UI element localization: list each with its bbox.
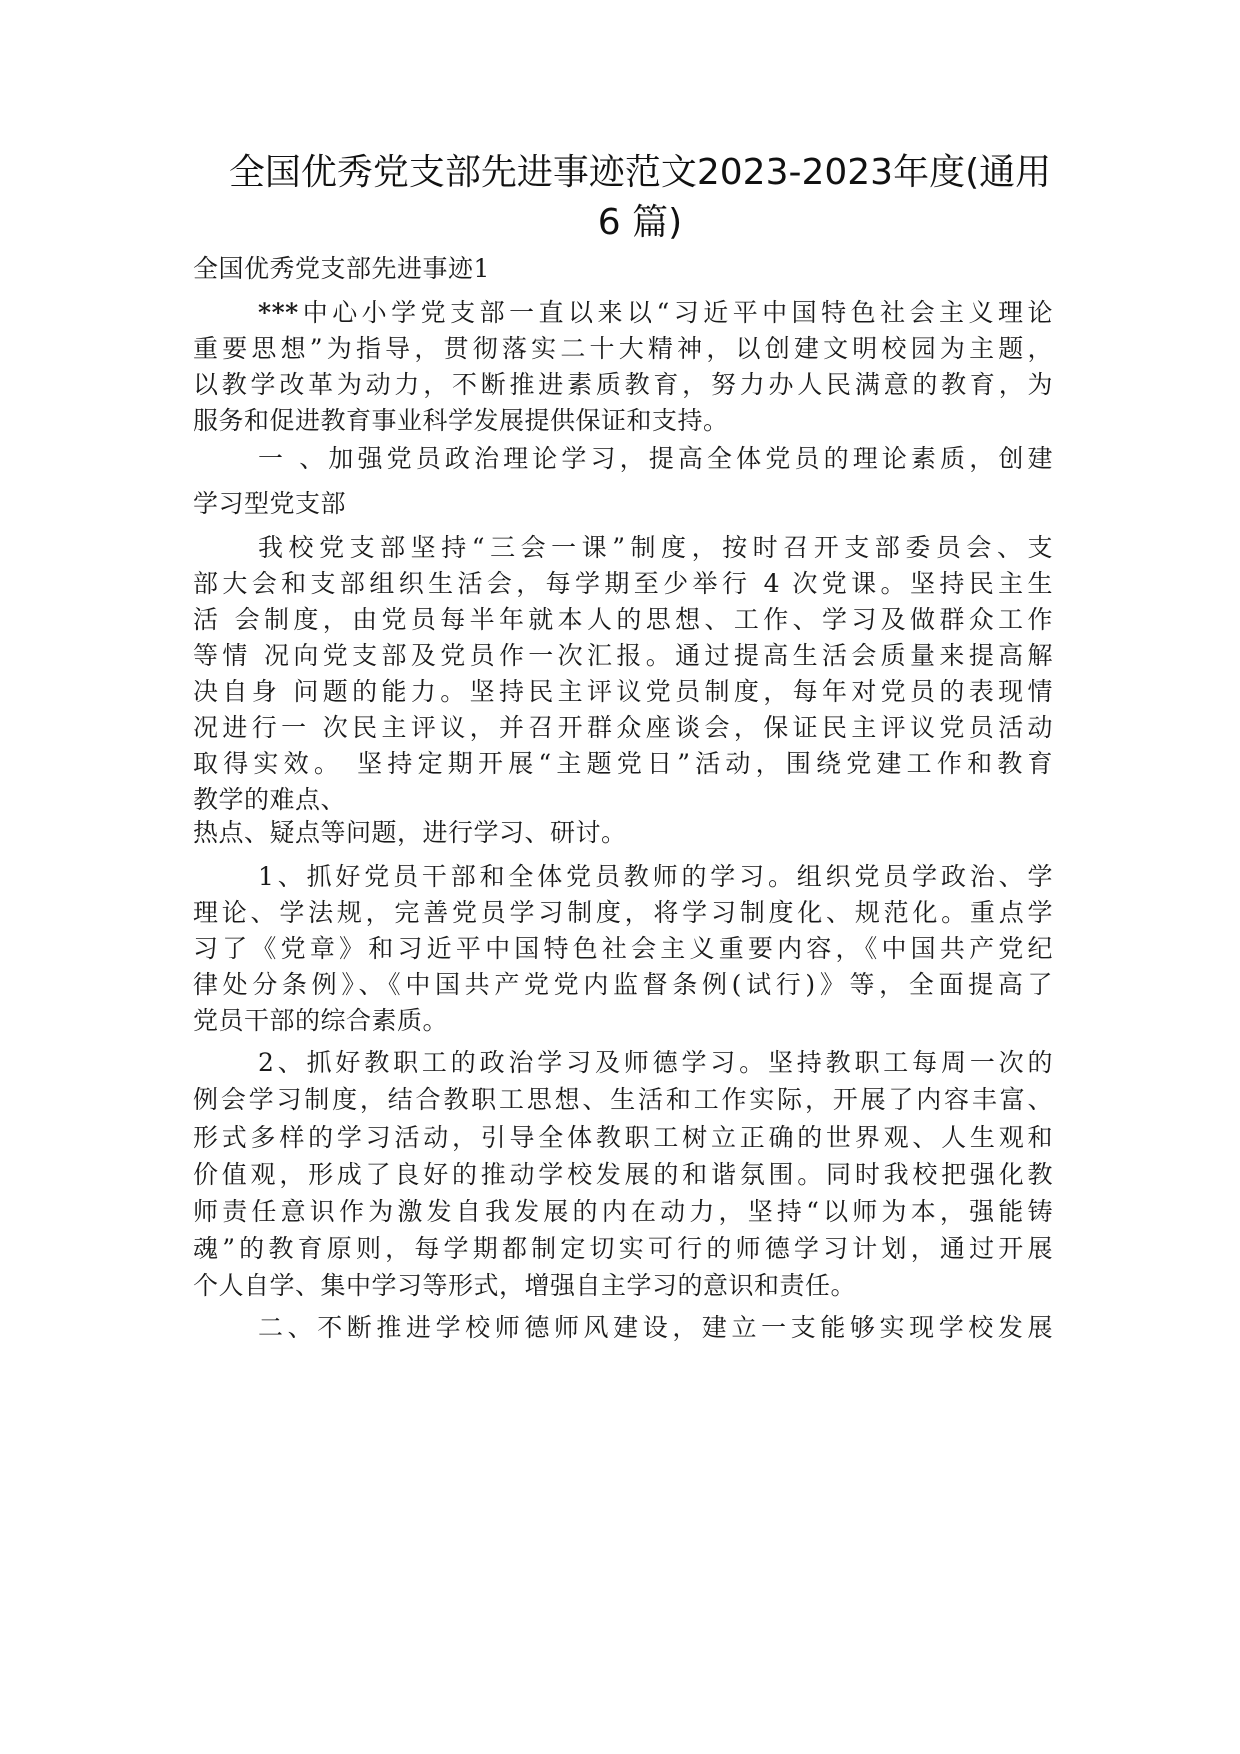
- paragraph-line: 况进行一 次民主评议，并召开群众座谈会，保证民主评议党员活动: [193, 713, 1053, 742]
- paragraph-line: 热点、疑点等问题，进行学习、研讨。: [193, 818, 627, 847]
- section-subheading: 一 、加强党员政治理论学习，提高全体党员的理论素质，创建: [258, 444, 1053, 473]
- paragraph-line: 2、抓好教职工的政治学习及师德学习。坚持教职工每周一次的: [258, 1048, 1053, 1077]
- paragraph-line: 魂”的教育原则，每学期都制定切实可行的师德学习计划，通过开展: [193, 1234, 1053, 1263]
- paragraph-line: 以教学改革为动力，不断推进素质教育，努力办人民满意的教育，为: [193, 370, 1053, 399]
- paragraph-line: 律处分条例》、《中国共产党党内监督条例(试行)》等，全面提高了: [193, 970, 1053, 999]
- paragraph-line: 师责任意识作为激发自我发展的内在动力，坚持“以师为本，强能铸: [193, 1197, 1053, 1226]
- paragraph-line: 例会学习制度，结合教职工思想、生活和工作实际，开展了内容丰富、: [193, 1085, 1053, 1114]
- section-heading: 全国优秀党支部先进事迹1: [193, 254, 490, 283]
- paragraph-line: 理论、学法规，完善党员学习制度，将学习制度化、规范化。重点学: [193, 898, 1053, 927]
- paragraph-line: 重要思想”为指导，贯彻落实二十大精神，以创建文明校园为主题，: [193, 334, 1053, 363]
- paragraph-line: 个人自学、集中学习等形式，增强自主学习的意识和责任。: [193, 1271, 857, 1300]
- paragraph-line: ***中心小学党支部一直以来以“习近平中国特色社会主义理论: [258, 298, 1053, 327]
- paragraph-line: 服务和促进教育事业科学发展提供保证和支持。: [193, 406, 729, 435]
- paragraph-line: 党员干部的综合素质。: [193, 1006, 449, 1035]
- paragraph-line: 部大会和支部组织生活会，每学期至少举行 4 次党课。坚持民主生: [193, 569, 1053, 598]
- paragraph-line: 习了《党章》和习近平中国特色社会主义重要内容，《中国共产党纪: [193, 934, 1053, 963]
- title-line-2: 6 篇): [597, 202, 683, 243]
- section-subheading: 学习型党支部: [193, 489, 347, 518]
- paragraph-line: 我校党支部坚持“三会一课”制度，按时召开支部委员会、支: [258, 533, 1053, 562]
- document-title: [190, 148, 1090, 248]
- paragraph-line: 形式多样的学习活动，引导全体教职工树立正确的世界观、人生观和: [193, 1123, 1053, 1152]
- paragraph-line: 等情 况向党支部及党员作一次汇报。通过提高生活会质量来提高解: [193, 641, 1053, 670]
- section-subheading: 二、不断推进学校师德师风建设，建立一支能够实现学校发展: [258, 1313, 1053, 1342]
- paragraph-line: 决自身 问题的能力。坚持民主评议党员制度，每年对党员的表现情: [193, 677, 1053, 706]
- paragraph-line: 1、抓好党员干部和全体党员教师的学习。组织党员学政治、学: [258, 862, 1053, 891]
- paragraph-line: 教学的难点、: [193, 785, 347, 814]
- redacted-name: ***: [258, 298, 299, 327]
- paragraph-line: 价值观，形成了良好的推动学校发展的和谐氛围。同时我校把强化教: [193, 1160, 1053, 1189]
- title-line-1: 全国优秀党支部先进事迹范文2023-2023年度(通用: [228, 152, 1052, 193]
- paragraph-line: 取得实效。 坚持定期开展“主题党日”活动，围绕党建工作和教育: [193, 749, 1053, 778]
- paragraph-line: 活 会制度，由党员每半年就本人的思想、工作、学习及做群众工作: [193, 605, 1053, 634]
